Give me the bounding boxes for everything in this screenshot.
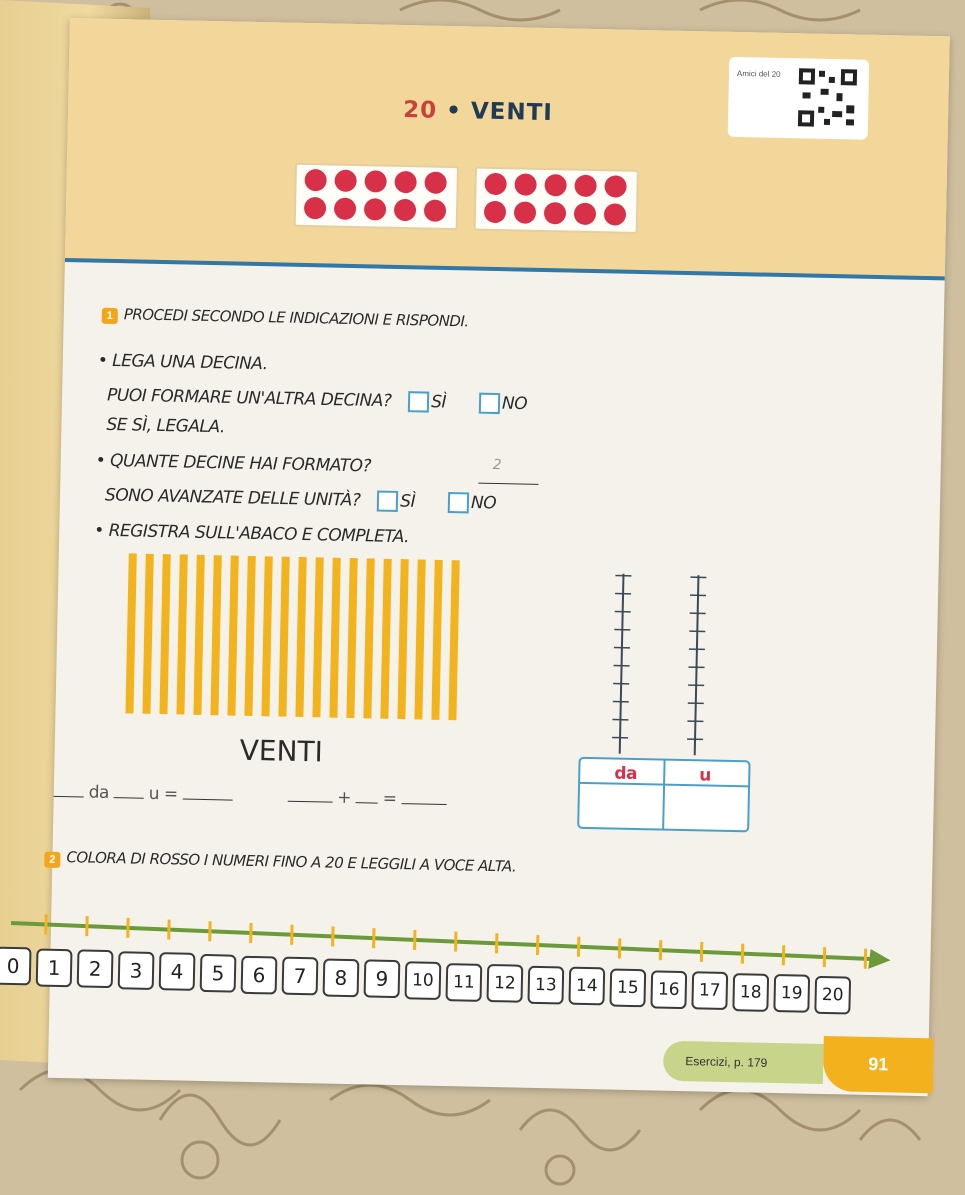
checkbox-no-1[interactable]	[479, 393, 500, 414]
eq-blank-add2[interactable]	[356, 802, 378, 803]
checkbox-yes-2[interactable]	[377, 491, 398, 512]
counter-dot	[604, 203, 626, 225]
ten-frame-right	[474, 167, 639, 234]
exercise2-badge: 2	[44, 852, 60, 868]
number-box-14[interactable]: 14	[568, 967, 605, 1006]
abacus-cell-da[interactable]	[581, 785, 662, 827]
counting-sticks	[115, 553, 478, 731]
question-unita	[105, 485, 497, 514]
counting-stick[interactable]	[261, 556, 272, 716]
eq-blank-da[interactable]	[54, 796, 84, 798]
eq-equals: =	[382, 788, 397, 810]
number-box-19[interactable]: 19	[773, 974, 810, 1013]
question-quante-decine: • QUANTE DECINE HAI FORMATO?	[95, 450, 372, 477]
number-box-16[interactable]: 16	[650, 970, 687, 1009]
number-box-20[interactable]: 20	[814, 976, 851, 1015]
number-box-13[interactable]: 13	[527, 966, 564, 1005]
counting-stick[interactable]	[176, 554, 187, 714]
number-box-0[interactable]: 0	[0, 947, 32, 986]
page-number: 91	[823, 1036, 934, 1093]
eq-da-label: da	[88, 782, 110, 803]
title-word: VENTI	[470, 98, 554, 127]
no-label-1: NO	[501, 393, 528, 415]
number-box-18[interactable]: 18	[732, 973, 769, 1012]
number-box-5[interactable]: 5	[200, 954, 237, 993]
counter-dot	[424, 171, 446, 193]
counting-stick[interactable]	[244, 556, 255, 716]
counting-stick[interactable]	[278, 557, 289, 717]
counter-dot	[334, 170, 356, 192]
title-separator: •	[445, 97, 463, 125]
eq-blank-add1[interactable]	[287, 801, 332, 803]
qr-label: Amici del 20	[736, 68, 781, 79]
number-box-1[interactable]: 1	[36, 948, 73, 987]
counter-dot	[514, 201, 536, 223]
exercise1-badge: 1	[102, 308, 118, 324]
number-box-17[interactable]: 17	[691, 971, 728, 1010]
qr-code-box[interactable]	[728, 57, 870, 140]
counting-stick[interactable]	[210, 555, 221, 715]
no-label-2: NO	[470, 493, 497, 514]
counter-dot	[394, 199, 416, 221]
counting-stick[interactable]	[431, 560, 442, 720]
word-venti: VENTI	[239, 733, 324, 769]
exercise2-instruction: COLORA DI ROSSO I NUMERI FINO A 20 E LEGGILI A VOCE ALTA.	[66, 848, 517, 876]
counter-dot	[604, 175, 626, 197]
counting-stick[interactable]	[363, 558, 374, 718]
checkbox-no-2[interactable]	[448, 492, 469, 513]
answer-decine-mark: 2	[492, 456, 502, 474]
number-box-7[interactable]: 7	[282, 957, 319, 996]
eq-blank-sum[interactable]	[401, 803, 446, 805]
eq-blank-u[interactable]	[114, 797, 144, 799]
abacus-cell-u[interactable]	[665, 787, 746, 829]
number-box-8[interactable]: 8	[323, 958, 360, 997]
question-unita-text: SONO AVANZATE DELLE UNITÀ?	[104, 485, 361, 511]
counter-dot	[364, 170, 386, 192]
exercise1-instruction: PROCEDI SECONDO LE INDICAZIONI E RISPONDI.	[123, 305, 469, 331]
counting-stick[interactable]	[227, 555, 238, 715]
yes-label-2: SÌ	[400, 491, 416, 512]
eq-plus: +	[337, 787, 352, 809]
counter-dot	[544, 174, 566, 196]
counter-dot	[514, 173, 536, 195]
counting-stick[interactable]	[414, 559, 425, 719]
number-box-2[interactable]: 2	[77, 950, 114, 989]
page-title	[403, 97, 553, 126]
number-box-6[interactable]: 6	[241, 955, 278, 994]
counting-stick[interactable]	[193, 555, 204, 715]
ten-frame-left	[294, 163, 459, 230]
counter-dot	[364, 198, 386, 220]
bullet-lega-decina: • LEGA UNA DECINA.	[97, 350, 268, 375]
counter-dot	[304, 197, 326, 219]
eq-blank-result[interactable]	[182, 799, 232, 801]
counter-dot	[574, 203, 596, 225]
number-box-3[interactable]: 3	[118, 951, 155, 990]
counter-dot	[484, 173, 506, 195]
number-box-15[interactable]: 15	[609, 969, 646, 1008]
checkbox-yes-1[interactable]	[408, 391, 429, 412]
se-si-legala: SE SÌ, LEGALA.	[106, 414, 226, 438]
counting-stick[interactable]	[312, 557, 323, 717]
eq-u-label: u =	[148, 783, 178, 805]
bullet-registra: • REGISTRA SULL'ABACO E COMPLETA.	[94, 520, 410, 548]
header-band	[65, 18, 950, 280]
counting-stick[interactable]	[142, 554, 153, 714]
counter-dot	[424, 199, 446, 221]
number-box-4[interactable]: 4	[159, 952, 196, 991]
counting-stick[interactable]	[329, 558, 340, 718]
counter-dot	[304, 169, 326, 191]
yes-label-1: SÌ	[431, 392, 447, 413]
equation-row	[54, 782, 447, 810]
counter-dot	[574, 175, 596, 197]
exercise-reference[interactable]: Esercizi, p. 179	[663, 1041, 824, 1084]
number-box-10[interactable]: 10	[405, 961, 442, 1000]
counter-dot	[544, 202, 566, 224]
number-box-12[interactable]: 12	[486, 964, 523, 1003]
answer-line-decine[interactable]	[478, 483, 538, 485]
arrow-right-icon	[868, 949, 890, 969]
book-page	[6, 18, 950, 1096]
counting-stick[interactable]	[295, 557, 306, 717]
counting-stick[interactable]	[380, 559, 391, 719]
abacus-label-u: u	[699, 765, 712, 786]
question-altra-decina-text: PUOI FORMARE UN'ALTRA DECINA?	[106, 385, 392, 412]
counting-stick[interactable]	[448, 560, 459, 720]
counter-dot	[334, 198, 356, 220]
counting-stick[interactable]	[397, 559, 408, 719]
counter-dot	[484, 201, 506, 223]
abacus-label-da: da	[614, 763, 638, 785]
counting-stick[interactable]	[159, 554, 170, 714]
title-number: 20	[402, 96, 438, 124]
number-box-9[interactable]: 9	[364, 960, 401, 999]
counter-dot	[394, 171, 416, 193]
qr-code-icon	[796, 66, 859, 129]
question-altra-decina	[107, 385, 527, 415]
counting-stick[interactable]	[125, 553, 136, 713]
counting-stick[interactable]	[346, 558, 357, 718]
number-box-11[interactable]: 11	[446, 963, 483, 1002]
